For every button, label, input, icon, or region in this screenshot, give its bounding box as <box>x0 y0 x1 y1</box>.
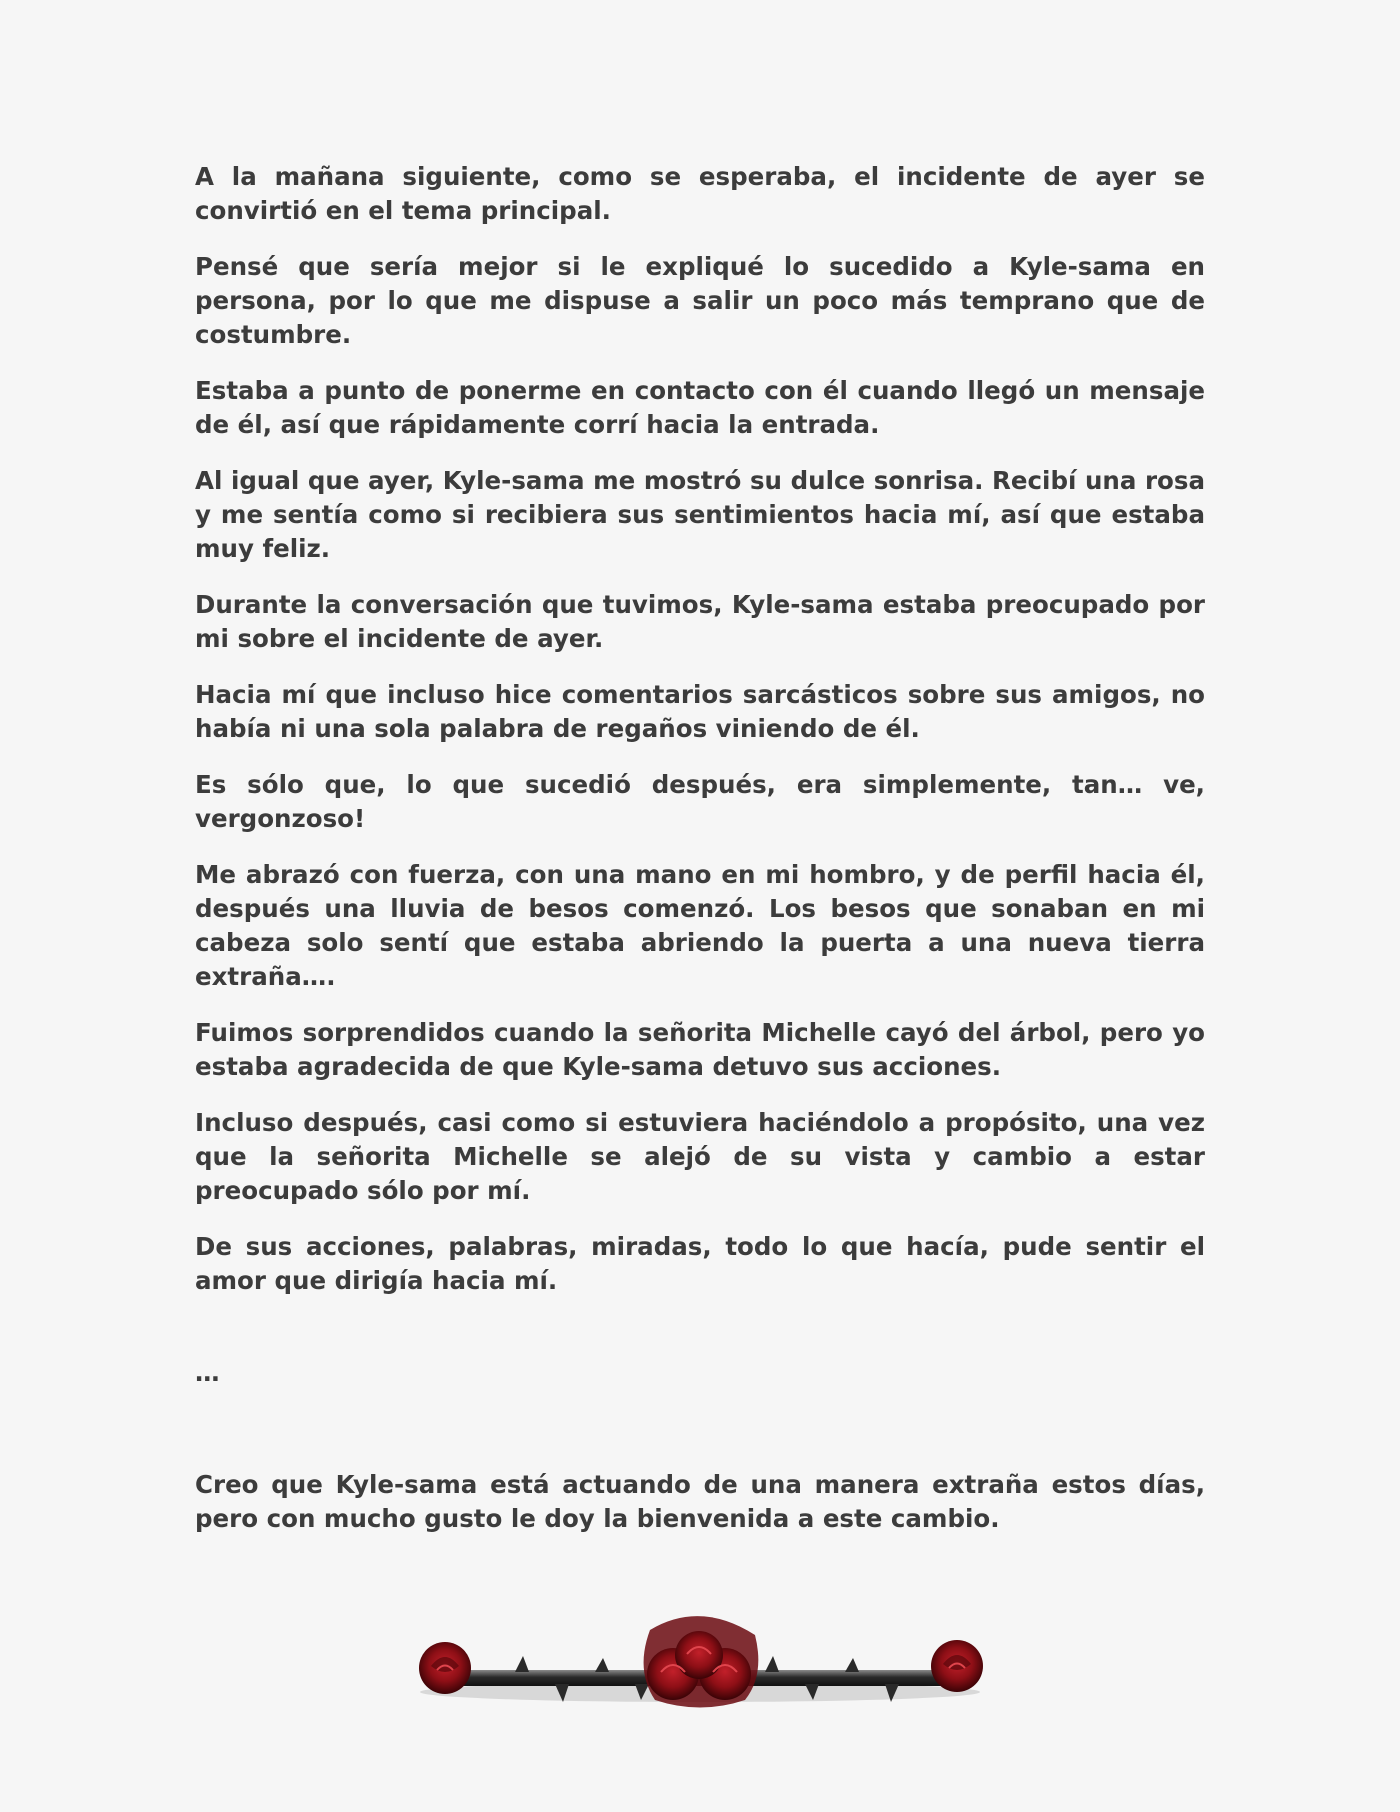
paragraph-7: Es sólo que, lo que sucedió después, era simplemente, tan… ve, vergonzoso! <box>195 770 1205 833</box>
closing-paragraph: Creo que Kyle-sama está actuando de una manera extraña estos días, pero con mucho gusto le doy la bienvenida a este cambio. <box>195 1470 1205 1533</box>
paragraph-1: A la mañana siguiente, como se esperaba, el incidente de ayer se convirtió en el tema principal. <box>195 162 1205 225</box>
paragraph-2: Pensé que sería mejor si le expliqué lo sucedido a Kyle-sama en persona, por lo que me dispuse a salir un poco más temprano que de costumbre. <box>195 252 1205 349</box>
paragraph-10: Incluso después, casi como si estuviera haciéndolo a propósito, una vez que la señorita Michelle se alejó de su vista y cambio a estar preocupado sólo por mí. <box>195 1108 1205 1205</box>
paragraph-6: Hacia mí que incluso hice comentarios sarcásticos sobre sus amigos, no había ni una sola palabra de regaños viniendo de él. <box>195 680 1205 743</box>
paragraph-3: Estaba a punto de ponerme en contacto con él cuando llegó un mensaje de él, así que rápidamente corrí hacia la entrada. <box>195 376 1205 439</box>
paragraph-9: Fuimos sorprendidos cuando la señorita Michelle cayó del árbol, pero yo estaba agradecida de que Kyle-sama detuvo sus acciones. <box>195 1018 1205 1081</box>
paragraph-8: Me abrazó con fuerza, con una mano en mi hombro, y de perfil hacia él, después una lluvia de besos comenzó. Los besos que sonaban en mi cabeza solo sentí que estaba abriendo la puerta a una nueva tierra extraña…. <box>195 860 1205 991</box>
paragraph-11: De sus acciones, palabras, miradas, todo lo que hacía, pude sentir el amor que dirigía hacia mí. <box>195 1232 1205 1295</box>
document-body <box>195 160 1205 1558</box>
rose-thorn-divider-icon <box>405 1610 995 1720</box>
spacer <box>195 1390 1205 1468</box>
paragraph-5: Durante la conversación que tuvimos, Kyle-sama estaba preocupado por mi sobre el incidente de ayer. <box>195 590 1205 653</box>
section-separator: … <box>195 1358 220 1387</box>
paragraph-4: Al igual que ayer, Kyle-sama me mostró su dulce sonrisa. Recibí una rosa y me sentía como si recibiera sus sentimientos hacia mí, así que estaba muy feliz. <box>195 466 1205 563</box>
